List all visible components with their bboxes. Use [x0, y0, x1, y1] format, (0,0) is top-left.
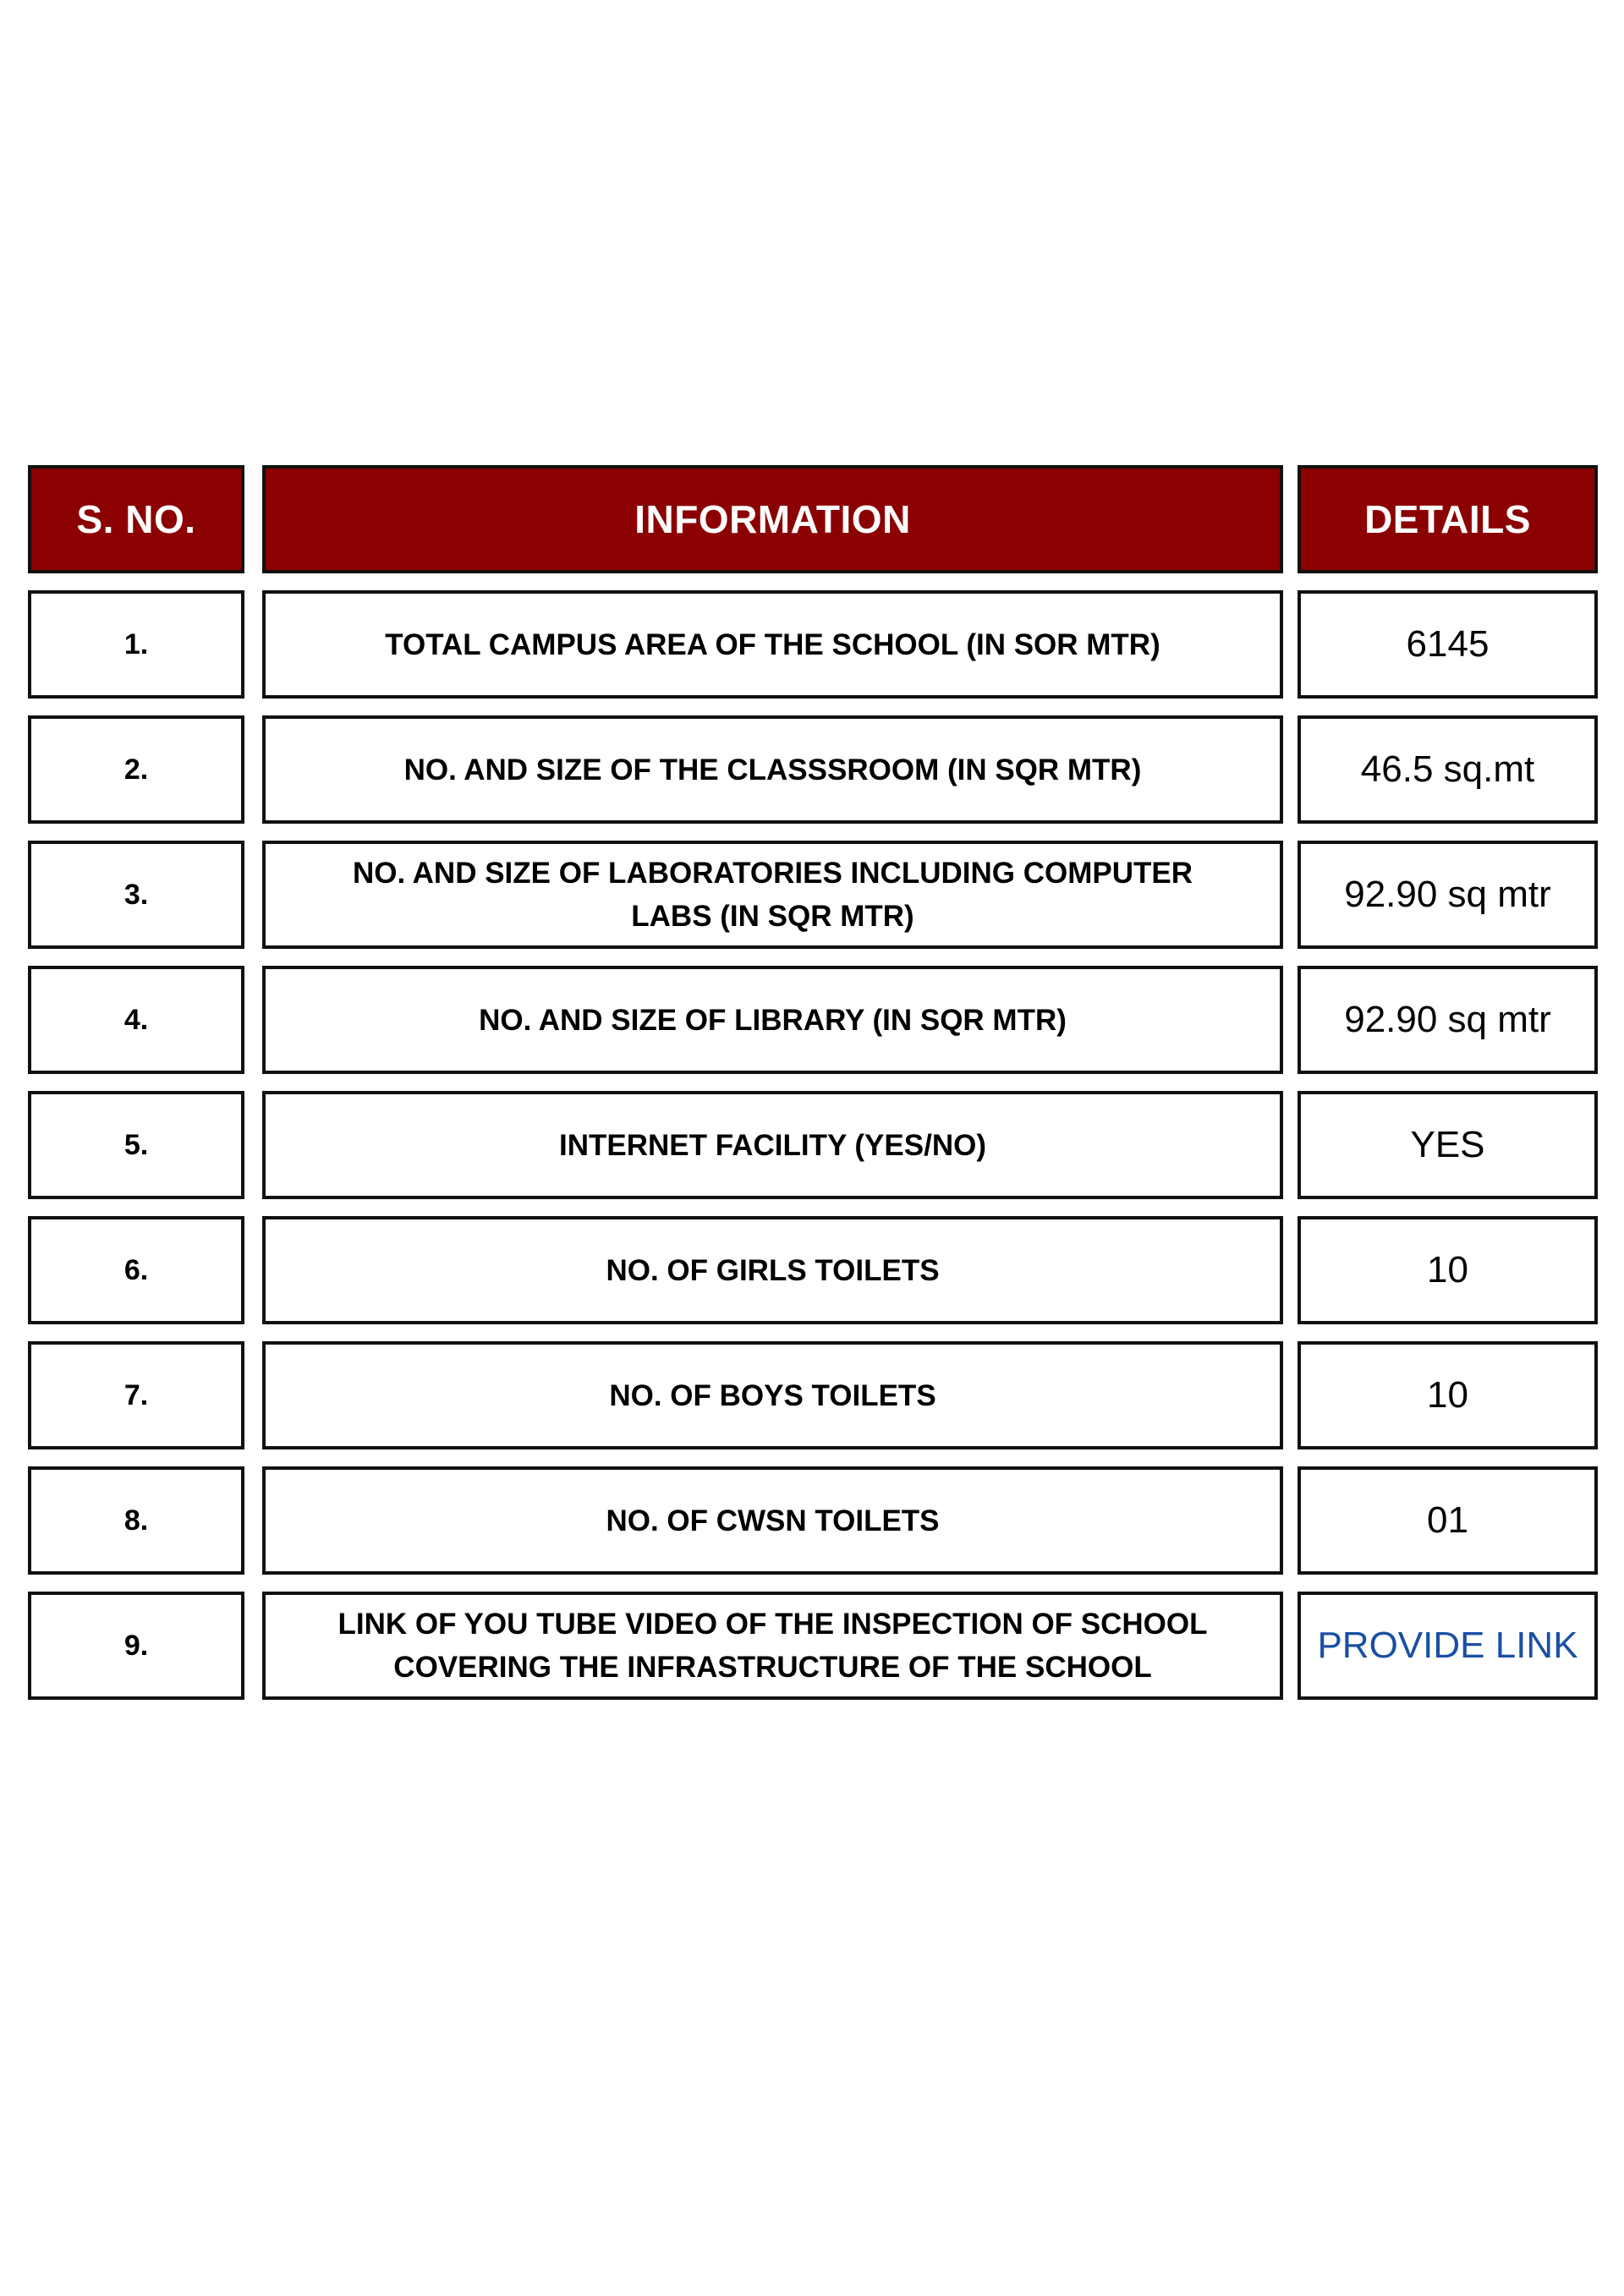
row-sno: 9. [28, 1592, 244, 1700]
table-row [28, 966, 1598, 1074]
row-information: NO. AND SIZE OF LIBRARY (IN SQR MTR) [262, 966, 1283, 1074]
table-row [28, 1592, 1598, 1700]
table-row [28, 841, 1598, 949]
row-sno: 2. [28, 715, 244, 824]
row-information: NO. OF GIRLS TOILETS [262, 1216, 1283, 1324]
header-sno: S. NO. [28, 465, 244, 573]
row-information: NO. AND SIZE OF LABORATORIES INCLUDING COMPUTER LABS (IN SQR MTR) [262, 841, 1283, 949]
row-information: NO. AND SIZE OF THE CLASSSROOM (IN SQR MTR) [262, 715, 1283, 824]
table-row [28, 1466, 1598, 1575]
row-sno: 6. [28, 1216, 244, 1324]
table-row [28, 590, 1598, 699]
row-information: LINK OF YOU TUBE VIDEO OF THE INSPECTION OF SCHOOL COVERING THE INFRASTRUCTURE OF THE SCHOOL [262, 1592, 1283, 1700]
infrastructure-table [28, 465, 1598, 1717]
table-header-row [28, 465, 1598, 573]
row-information: NO. OF BOYS TOILETS [262, 1341, 1283, 1449]
table-row [28, 1091, 1598, 1199]
row-details: YES [1298, 1091, 1598, 1199]
row-details: 10 [1298, 1341, 1598, 1449]
row-sno: 8. [28, 1466, 244, 1575]
row-information: NO. OF CWSN TOILETS [262, 1466, 1283, 1575]
row-details: 6145 [1298, 590, 1598, 699]
row-details: 92.90 sq mtr [1298, 966, 1598, 1074]
row-information: INTERNET FACILITY (YES/NO) [262, 1091, 1283, 1199]
header-information: INFORMATION [262, 465, 1283, 573]
table-row [28, 1341, 1598, 1449]
row-details: 46.5 sq.mt [1298, 715, 1598, 824]
provide-link[interactable]: PROVIDE LINK [1298, 1592, 1598, 1700]
row-details: 10 [1298, 1216, 1598, 1324]
row-details: 01 [1298, 1466, 1598, 1575]
row-sno: 4. [28, 966, 244, 1074]
row-information: TOTAL CAMPUS AREA OF THE SCHOOL (IN SOR MTR) [262, 590, 1283, 699]
row-sno: 5. [28, 1091, 244, 1199]
row-sno: 1. [28, 590, 244, 699]
header-details: DETAILS [1298, 465, 1598, 573]
row-sno: 7. [28, 1341, 244, 1449]
row-details: 92.90 sq mtr [1298, 841, 1598, 949]
table-row [28, 1216, 1598, 1324]
row-sno: 3. [28, 841, 244, 949]
table-row [28, 715, 1598, 824]
